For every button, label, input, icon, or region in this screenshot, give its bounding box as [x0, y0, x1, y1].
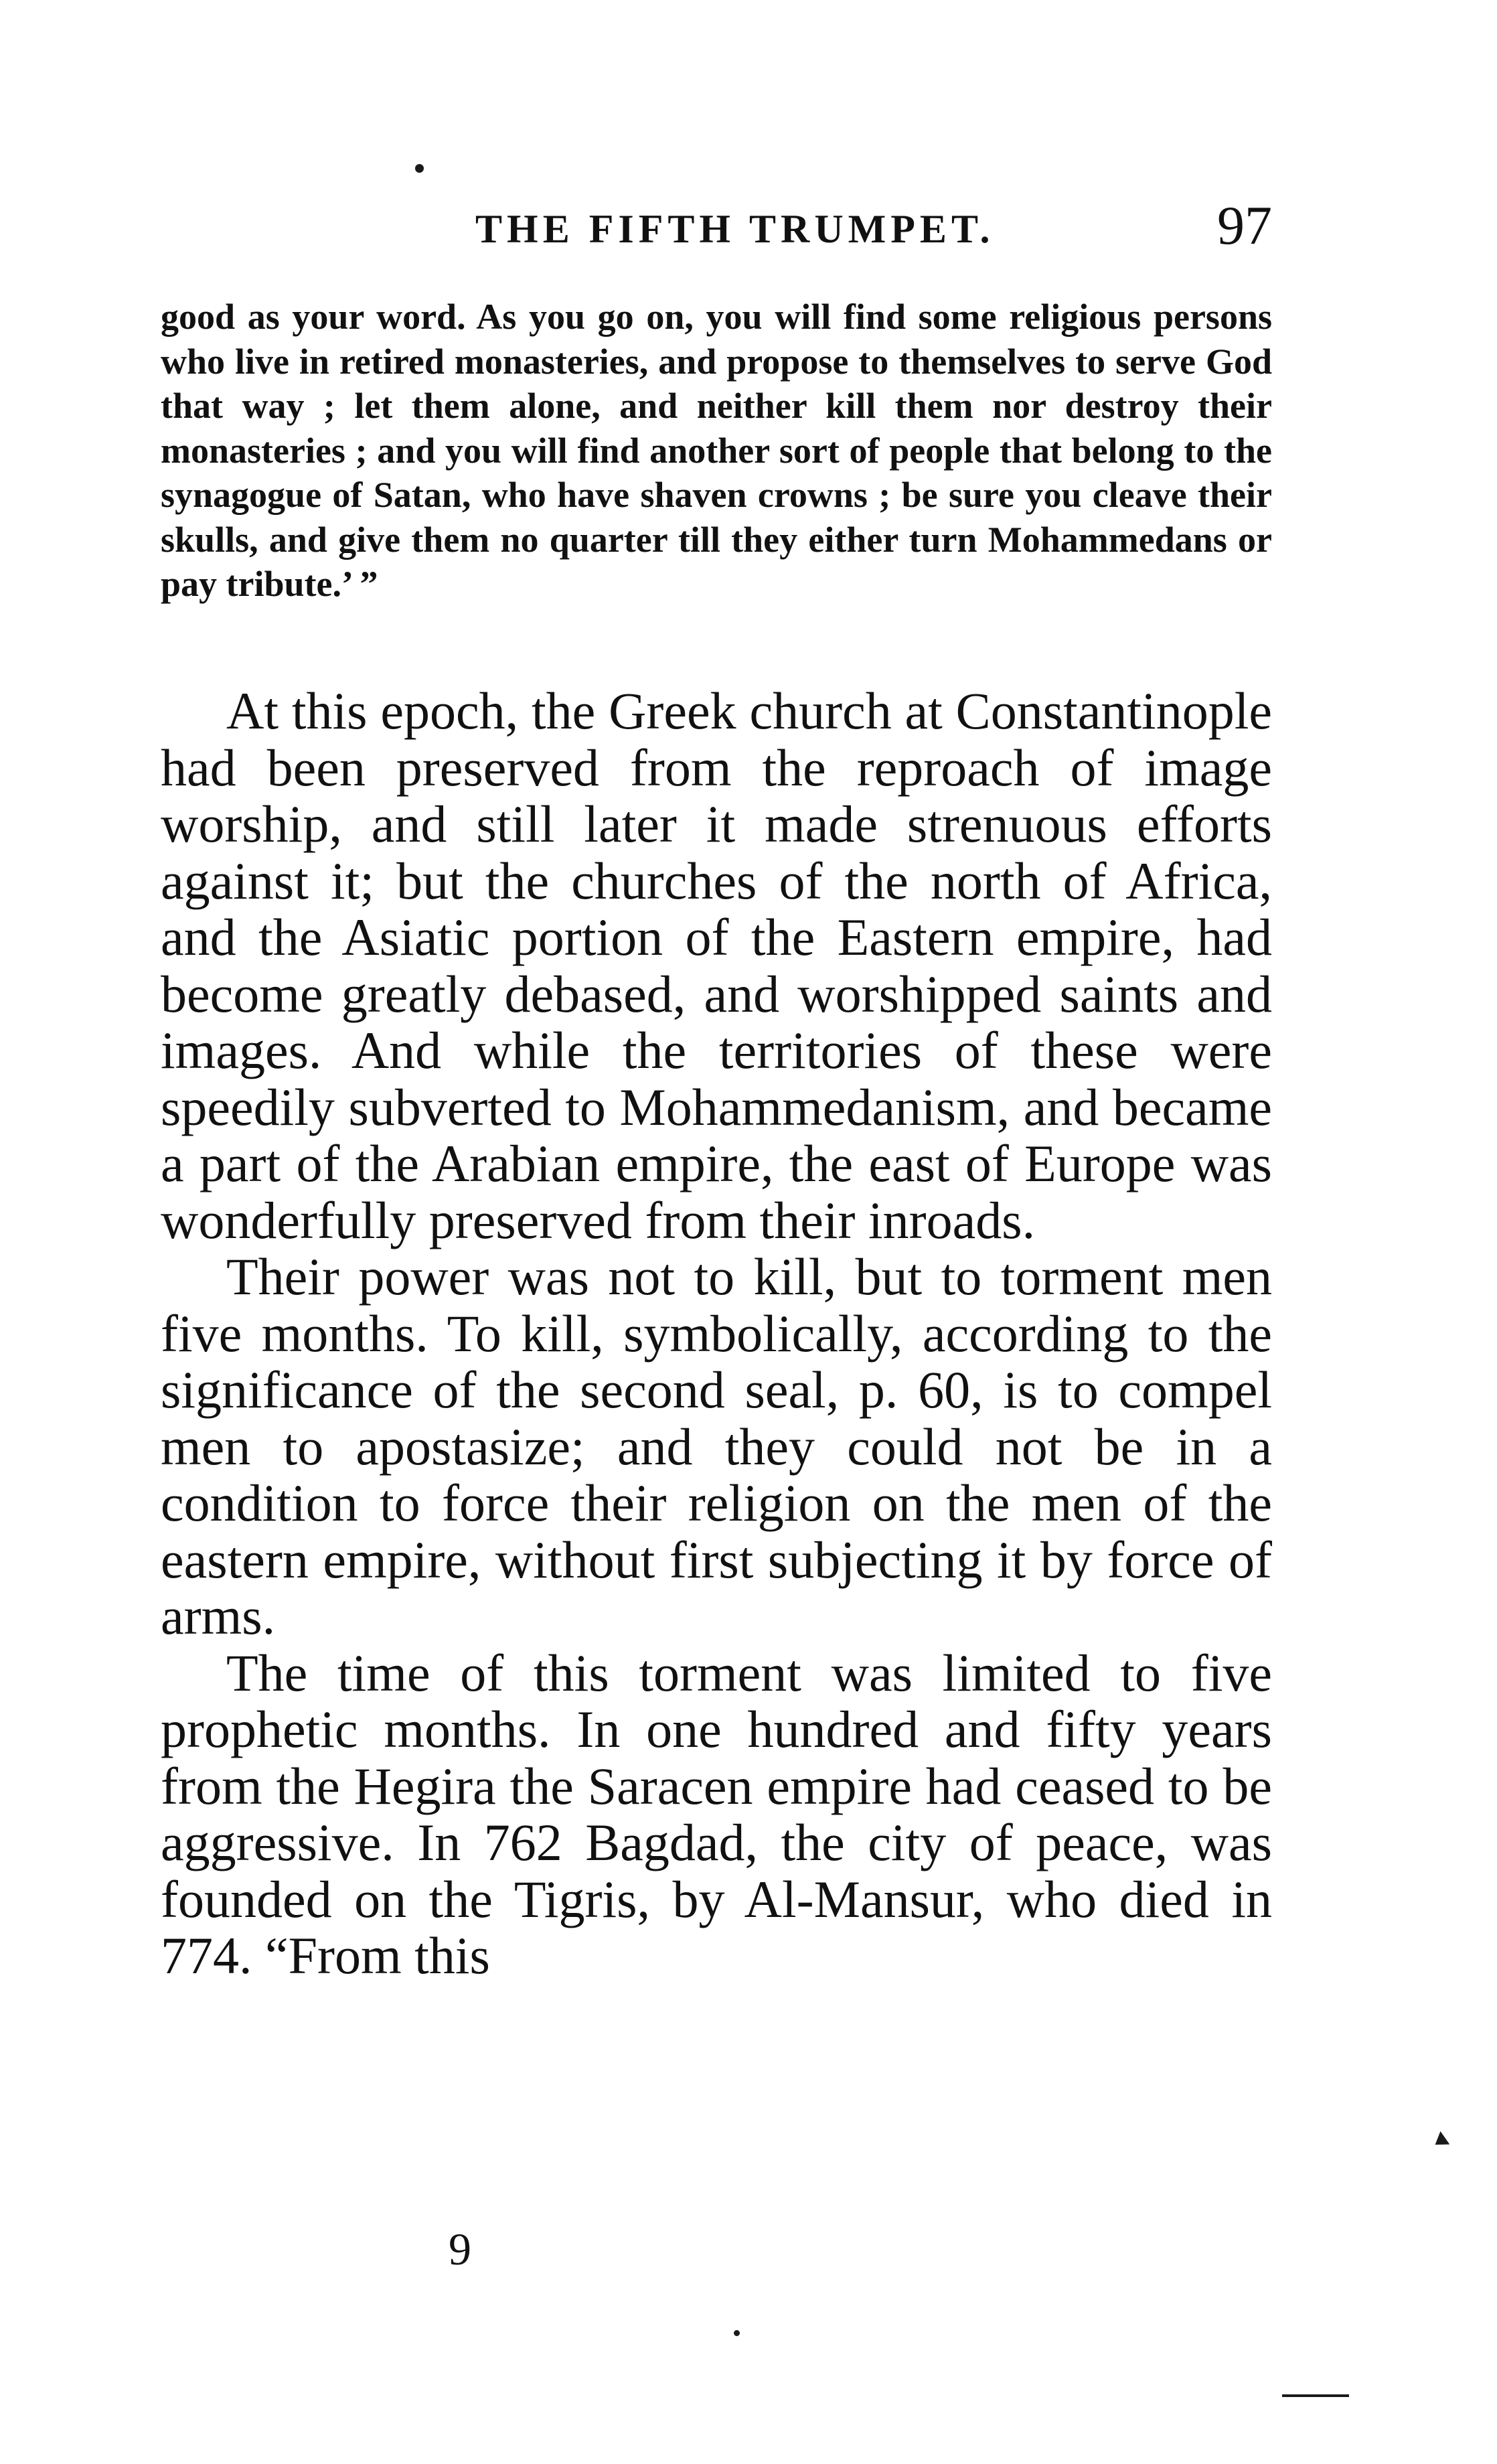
margin-arrow-mark	[1431, 2131, 1450, 2151]
quoted-passage	[161, 295, 1272, 607]
ink-speck-bottom	[734, 2330, 740, 2336]
paragraph-image-worship: At this epoch, the Greek church at Constantinople had been preserved from the reproach of image worship, and still later it made strenuous efforts against it; but the churches of the north of Africa, and the Asiatic portion of the Eastern empire, had become greatly debased, and worshipped saints and images. And while the territories of these were speedily subverted to Mohammedanism, and became a part of the Arabian empire, the east of Europe was wonderfully preserved from their inroads.	[161, 682, 1272, 1249]
running-title: THE FIFTH TRUMPET.	[475, 207, 995, 251]
signature-mark: 9	[449, 2224, 471, 2275]
paragraph-power-to-torment: Their power was not to kill, but to torment men five months. To kill, symbolically, according to the significance of the second seal, p. 60, is to compel men to apostasize; and they could not be in a condition to force their religion on the men of the eastern empire, without first subjecting it by force of arms.	[161, 1247, 1272, 1645]
margin-rule-mark	[1282, 2394, 1349, 2397]
page-header	[161, 194, 1272, 268]
paragraph-time-of-torment: The time of this torment was limited to five prophetic months. In one hundred and fifty years from the Hegira the Saracen empire had ceased to be aggressive. In 762 Bagdad, the city of peace, was founded on the Tigris, by Al-Mansur, who died in 774. “From this	[161, 1643, 1272, 1985]
ink-speck-top	[415, 164, 424, 173]
quoted-passage-text: good as your word. As you go on, you will find some religious persons who live in retired monasteries, and propose to themselves to serve God that way ; let them alone, and neither kill them nor destroy their monasteries ; and you will find another sort of people that belong to the synagogue of Satan, who have shaven crowns ; be sure you cleave their skulls, and give them no quarter till they either turn Mohammedans or pay tribute.’ ”	[161, 297, 1272, 604]
page-number: 97	[1217, 195, 1272, 256]
body-text	[161, 683, 1272, 1985]
